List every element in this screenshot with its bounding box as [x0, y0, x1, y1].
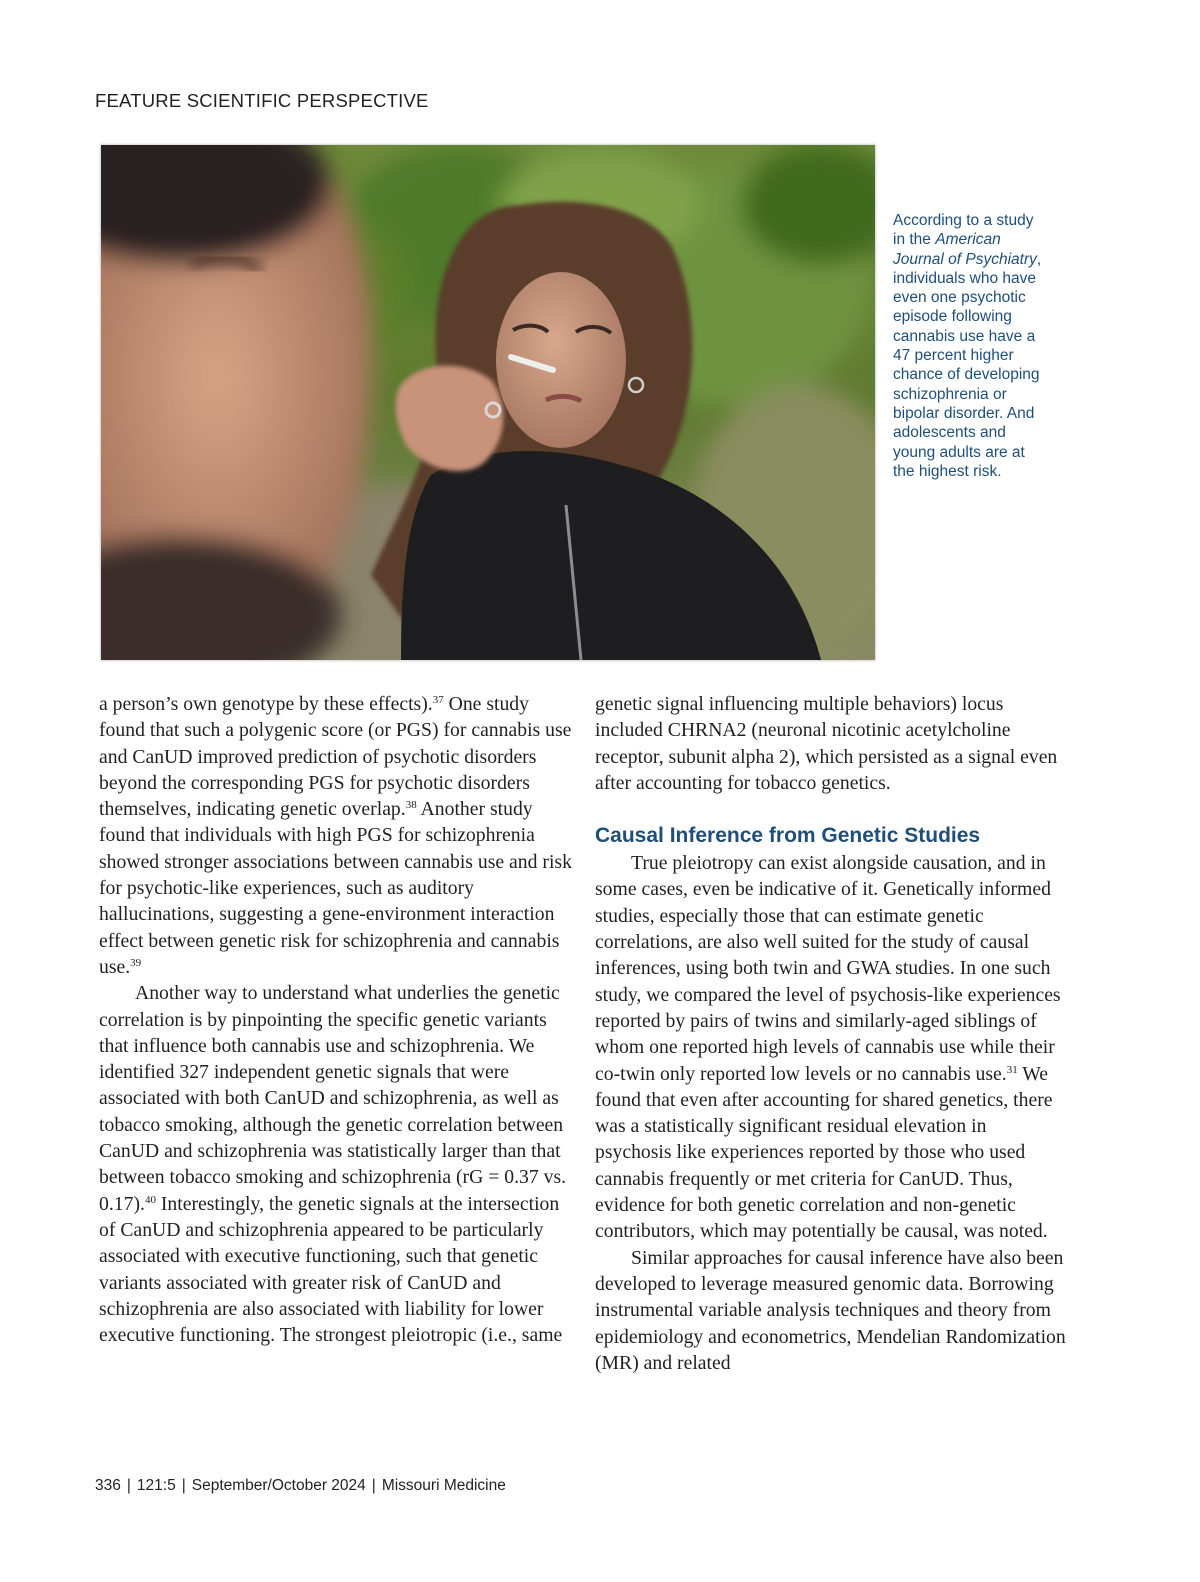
right-column — [595, 691, 1067, 1376]
issue-date: September/October 2024 — [191, 1477, 366, 1494]
text: We found that even after accounting for shared genetics, there was a statistically significant residual elevation in psychosis like experiences reported by those who used cannabis frequently or met criteria for CanUD. Thus, evidence for both genetic correlation and non-genetic contributors, which may potentially be causal, was noted. — [595, 1062, 1053, 1243]
left-paragraph-2 — [99, 980, 573, 1348]
right-paragraph-2 — [595, 850, 1067, 1244]
article-photo — [101, 145, 875, 660]
caption-text-1: According to a study in the — [893, 212, 1034, 249]
page-footer — [95, 1477, 506, 1495]
text: Interestingly, the genetic signals at the intersection of CanUD and schizophrenia appeared to be particularly associated with executive functioning, such that genetic variants associated with greater risk of CanUD and schizophrenia are also associated with liability for lower executive functioning. The strongest pleiotropic (i.e., same — [99, 1192, 563, 1347]
caption-journal: American Journal of Psychiatry — [893, 231, 1037, 268]
reference: 31 — [1006, 1063, 1018, 1076]
photo-caption — [893, 211, 1043, 481]
left-paragraph-1 — [99, 691, 573, 980]
right-paragraph-1: genetic signal influencing multiple behaviors) locus included CHRNA2 (neuronal nicotinic acetylcholine receptor, subunit alpha 2), which persisted as a signal even after accounting for tobacco genetics. — [595, 693, 1058, 794]
page-number: 336 — [95, 1477, 121, 1494]
text: True pleiotropy can exist alongside causation, and in some cases, even be indicative of it. Genetically informed studies, especially those that can estimate genetic correlations, are also well suited for the study of causal inferences, using both twin and GWA studies. In one such study, we compared the level of psychosis-like experiences reported by pairs of twins and similarly-aged siblings of whom one reported high levels of cannabis use while their co-twin only reported low levels or no cannabis use. — [595, 852, 1061, 1085]
reference: 40 — [144, 1193, 156, 1206]
reference: 38 — [405, 799, 417, 812]
reference: 37 — [432, 694, 444, 706]
left-column — [99, 691, 573, 1348]
reference: 39 — [130, 956, 142, 969]
text: Another way to understand what underlies the genetic correlation is by pinpointing the specific genetic variants that influence both cannabis use and schizophrenia. We identified 327 independent genetic signals that were associated with both CanUD and schizophrenia, as well as tobacco smoking, although the genetic correlation between CanUD and schizophrenia was statistically larger than that between tobacco smoking and schizophrenia (rG = 0.37 vs. 0.17). — [99, 982, 567, 1215]
issue-number: 121:5 — [136, 1477, 176, 1494]
section-heading: Causal Inference from Genetic Studies — [595, 824, 981, 848]
right-paragraph-3: Similar approaches for causal inference have also been developed to leverage measured genomic data. Borrowing instrumental variable analysis techniques and theory from epidemiology and econometrics, Mendelian Randomization (MR) and related — [595, 1246, 1066, 1374]
text: Another study found that individuals with high PGS for schizophrenia showed stronger associations between cannabis use and risk for psychotic-like experiences, such as auditory hallucinations, suggesting a gene-environment interaction effect between genetic risk for schizophrenia and cannabis use. — [99, 798, 572, 978]
caption-text-2: , individuals who have even one psychotic episode following cannabis use have a 47 percent higher chance of developing schizophrenia or bipolar disorder. And adolescents and young adults are at the highest risk. — [893, 250, 1042, 480]
section-label: FEATURE SCIENTIFIC PERSPECTIVE — [95, 90, 429, 111]
photo-woman-smoking-icon — [101, 145, 875, 660]
text: a person’s own genotype by these effects). — [99, 693, 433, 715]
footer-separator: | — [181, 1477, 186, 1494]
footer-separator: | — [126, 1477, 131, 1494]
text: One study found that such a polygenic score (or PGS) for cannabis use and CanUD improved prediction of psychotic disorders beyond the corresponding PGS for psychotic disorders themselves, indicating genetic overlap. — [99, 693, 572, 821]
journal-name: Missouri Medicine — [381, 1477, 506, 1494]
footer-separator: | — [371, 1477, 376, 1494]
